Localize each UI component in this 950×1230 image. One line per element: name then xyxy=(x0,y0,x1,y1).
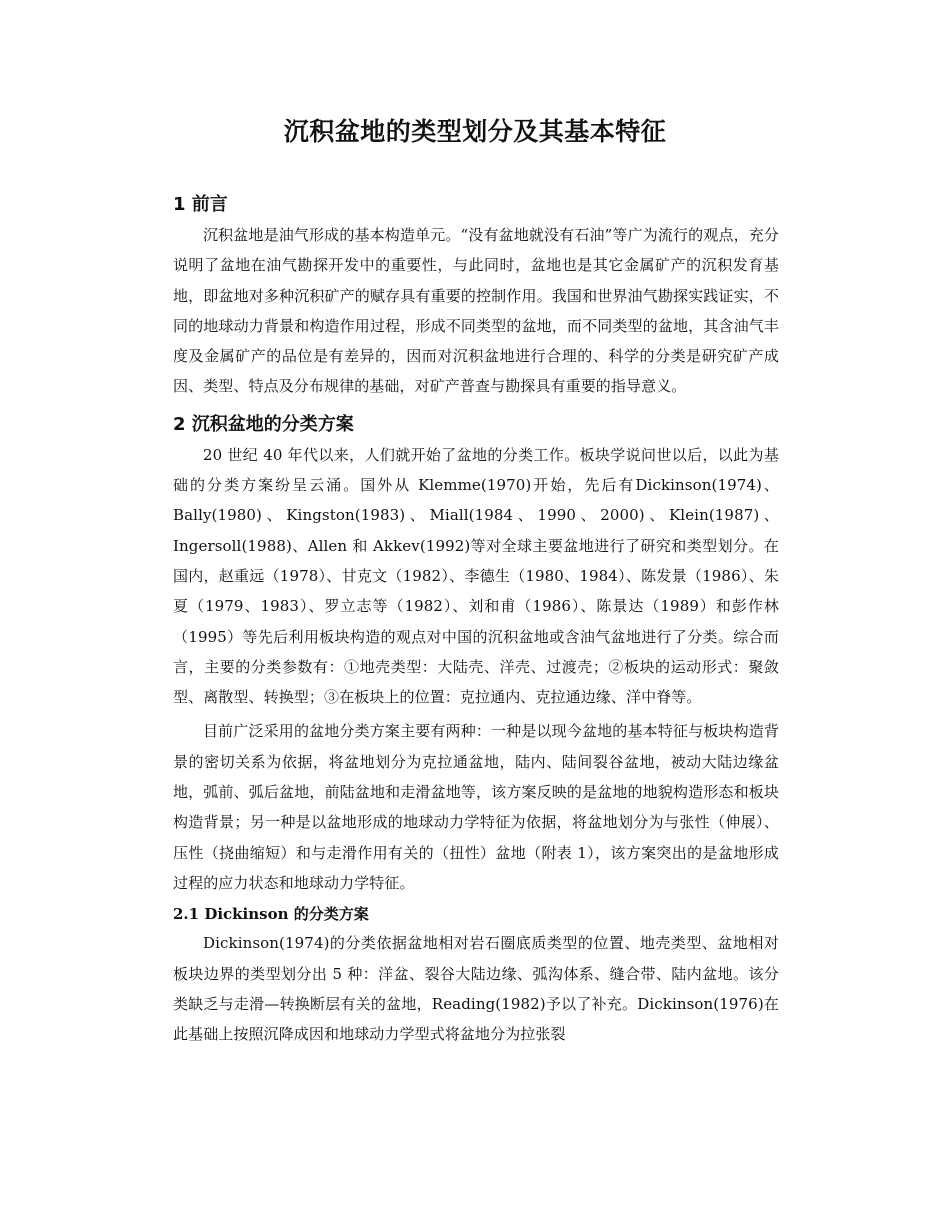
paragraph: 20 世纪 40 年代以来，人们就开始了盆地的分类工作。板块学说问世以后，以此为基础的分类方案纷呈云涌。国外从 Klemme(1970)开始，先后有Dickinson(1974)、Bally(1980)、Kingston(1983)、Miall(1984、1990、2000)、Klein(1987)、Ingersoll(1988)、Allen 和 Akkev(1992)等对全球主要盆地进行了研究和类型划分。在国内，赵重远（1978）、甘克文（1982）、李德生（1980、1984）、陈发景（1986）、朱夏（1979、1983）、罗立志等（1982）、刘和甫（1986）、陈景达（1989）和彭作林（1995）等先后利用板块构造的观点对中国的沉积盆地或含油气盆地进行了分类。综合而言，主要的分类参数有：①地壳类型：大陆壳、洋壳、过渡壳；②板块的运动形式：聚敛型、离散型、转换型；③在板块上的位置：克拉通内、克拉通边缘、洋中脊等。 xyxy=(173,445,779,707)
paragraph: Dickinson(1974)的分类依据盆地相对岩石圈底质类型的位置、地壳类型、盆地相对板块边界的类型划分出 5 种：洋盆、裂谷大陆边缘、弧沟体系、缝合带、陆内盆地。该分类缺乏与走滑—转换断层有关的盆地，Reading(1982)予以了补充。Dickinson(1976)在此基础上按照沉降成因和地球动力学型式将盆地分为拉张裂 xyxy=(173,934,779,1044)
document-title: 沉积盆地的类型划分及其基本特征 xyxy=(283,117,667,146)
paragraph: 目前广泛采用的盆地分类方案主要有两种：一种是以现今盆地的基本特征与板块构造背景的密切关系为依据，将盆地划分为克拉通盆地，陆内、陆间裂谷盆地，被动大陆边缘盆地，弧前、弧后盆地，前陆盆地和走滑盆地等，该方案反映的是盆地的地貌构造形态和板块构造背景；另一种是以盆地形成的地球动力学特征为依据，将盆地划分为与张性（伸展）、压性（挠曲缩短）和与走滑作用有关的（扭性）盆地（附表 1），该方案突出的是盆地形成过程的应力状态和地球动力学特征。 xyxy=(173,722,779,892)
section-heading-intro: 1 前言 xyxy=(173,194,228,215)
subsection-heading-dickinson: 2.1 Dickinson 的分类方案 xyxy=(173,905,369,924)
document-body xyxy=(173,190,779,1049)
paragraph: 沉积盆地是油气形成的基本构造单元。“没有盆地就没有石油”等广为流行的观点，充分说明了盆地在油气勘探开发中的重要性，与此同时，盆地也是其它金属矿产的沉积发育基地，即盆地对多种沉积矿产的赋存具有重要的控制作用。我国和世界油气勘探实践证实，不同的地球动力背景和构造作用过程，形成不同类型的盆地，而不同类型的盆地，其含油气丰度及金属矿产的品位是有差异的，因而对沉积盆地进行合理的、科学的分类是研究矿产成因、类型、特点及分布规律的基础，对矿产普查与勘探具有重要的指导意义。 xyxy=(173,226,779,396)
section-heading-classification: 2 沉积盆地的分类方案 xyxy=(173,413,354,435)
